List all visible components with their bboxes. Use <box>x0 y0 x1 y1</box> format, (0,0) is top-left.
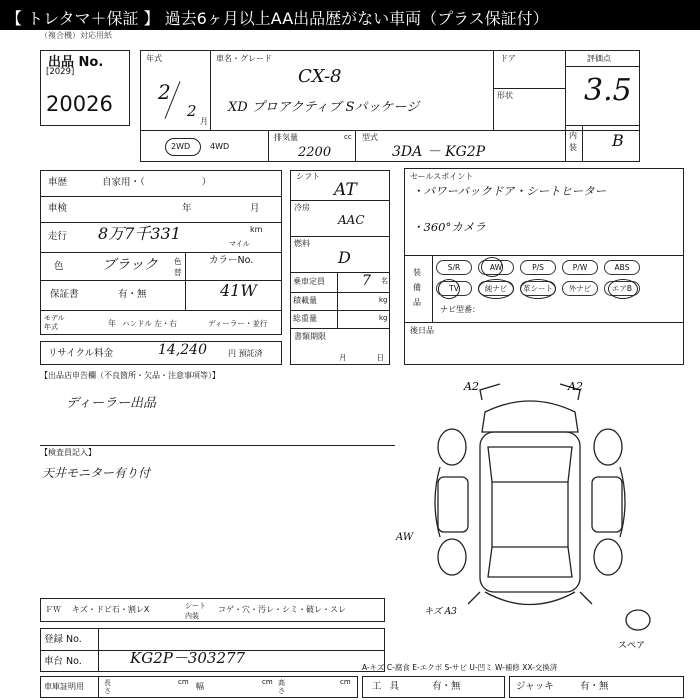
gross-unit: kg <box>379 314 388 322</box>
load-label: 積載量 <box>293 296 317 305</box>
sales-point-2: ・360°カメラ <box>412 220 486 234</box>
capacity-label: 乗車定員 <box>293 277 325 286</box>
spare-label: スペア <box>618 641 646 651</box>
navi-mark-circle <box>478 279 514 299</box>
year-value: 2 <box>158 80 171 104</box>
displacement-label: 排気量 <box>274 133 298 142</box>
shift-value: AT <box>334 180 357 200</box>
model-year-handle: ハンドル 左・右 <box>122 319 177 328</box>
diagram-mark-aw: AW <box>396 532 414 543</box>
seller-report-label: 【出品店申告欄（不良箇所・欠品・注意事項等）】 <box>40 371 220 380</box>
aw-mark-circle <box>481 257 503 277</box>
model-year-year: 年 <box>108 319 116 328</box>
banner-title: 【 トレタマ＋保証 】 過去6ヶ月以上AA出品歴がない車両（プラス保証付） <box>6 9 549 28</box>
car-label: 車名・グレード <box>216 54 272 63</box>
shape-label: 形状 <box>497 91 513 100</box>
cert-label: 車庫証明用 <box>44 682 84 691</box>
fuel-label: 燃料 <box>294 239 310 248</box>
interior-label: 内装 <box>569 131 577 152</box>
equip-pw: P/W <box>562 260 598 275</box>
month-unit: 月 <box>200 117 208 126</box>
jack-value: 有・無 <box>580 681 609 692</box>
color-code-label: カラーNo. <box>209 255 254 266</box>
car-damage-diagram <box>396 372 690 652</box>
cert-height: 高さ <box>278 679 285 695</box>
warranty-value: 有・無 <box>118 289 147 300</box>
gross-label: 総重量 <box>293 314 317 323</box>
score-label: 評価点 <box>587 54 611 63</box>
equip-ps: P/S <box>520 260 556 275</box>
fuel-value: D <box>338 248 351 267</box>
color-code-value: 41W <box>220 281 257 300</box>
equip-leather-seat: 革シート <box>520 281 556 296</box>
mileage-value: 8万7千331 <box>98 224 181 243</box>
recycle-label: リサイクル料金 <box>48 348 114 359</box>
navi-model-label: ナビ型番： <box>440 305 480 314</box>
mileage-unit-km: km <box>250 225 263 234</box>
tools-label: 工具 <box>372 681 408 692</box>
equip-airbag: エアB <box>604 281 640 296</box>
inspection-month: 月 <box>250 203 260 214</box>
chassis-label: 車台 No. <box>44 656 82 667</box>
registration-label: 登録 No. <box>44 634 82 645</box>
interior-value: B <box>612 131 624 150</box>
diagram-mark-a2-left: A2 <box>464 380 479 393</box>
displacement-unit: cc <box>344 133 352 141</box>
equip-abs: ABS <box>604 260 640 275</box>
car-name: CX-8 <box>298 66 342 87</box>
color-value: ブラック <box>102 257 158 273</box>
damage-defects: コゲ・穴・汚レ・シミ・破レ・スレ <box>218 605 346 614</box>
listing-code: [2029] <box>46 67 75 77</box>
equipment-label: 装備品 <box>413 268 421 307</box>
seat-interior-label: シート内装 <box>185 602 206 620</box>
jack-label: ジャッキ <box>516 681 554 692</box>
cert-cm-2: cm <box>262 678 273 686</box>
inspector-note: 天井モニター有り付 <box>42 466 151 480</box>
seller-report-note: ディーラー出品 <box>66 396 156 411</box>
equip-aw: AW <box>478 260 514 275</box>
legend-codes: A-キズ C-腐食 E-エクボ S-サビ U-凹ミ W-補修 XX-交換済 <box>362 663 558 672</box>
listing-number: 20026 <box>46 92 113 116</box>
cert-length: 長さ <box>104 679 111 695</box>
recycle-value: 14,240 <box>158 342 207 358</box>
inspection-year: 年 <box>182 203 192 214</box>
cert-width: 幅 <box>196 682 204 691</box>
equip-sr: S/R <box>436 260 472 275</box>
history-value: 自家用・（ ） <box>102 177 212 188</box>
mileage-label: 走行 <box>48 231 68 242</box>
doc-deadline-unit: 月日 <box>339 353 414 362</box>
color-label: 色 <box>54 261 64 272</box>
equip-tv: TV <box>436 281 472 296</box>
sales-point-1: ・パワーバックドア・シートヒーター <box>412 184 607 198</box>
score-value: 3.5 <box>584 73 632 108</box>
drive-4wd: 4WD <box>210 142 230 151</box>
inspector-label: 【検査員記入】 <box>40 448 96 457</box>
tv-mark-circle <box>438 279 460 299</box>
ac-value: AAC <box>338 213 365 227</box>
door-label: ドア <box>500 54 516 63</box>
diagram-mark-a2-right: A2 <box>568 380 583 393</box>
history-label: 車歴 <box>48 177 68 188</box>
model-year-label: モデル年式 <box>44 314 65 331</box>
capacity-value: 7 <box>362 273 371 289</box>
cert-cm-1: cm <box>178 678 189 686</box>
damage-legend: キズ・ドビ石・割レX <box>72 605 150 614</box>
model-year-dealer: ディーラー・並行 <box>208 319 268 328</box>
model-label: 型式 <box>362 133 378 142</box>
load-unit: kg <box>379 296 388 304</box>
color-change-label: 色替 <box>174 257 182 277</box>
tools-value: 有・無 <box>432 681 461 692</box>
equip-aftermarket-navi: 外ナビ <box>562 281 598 296</box>
sales-points-label: セールスポイント <box>410 172 474 181</box>
cert-cm-3: cm <box>340 678 351 686</box>
month-value: 2 <box>187 102 197 120</box>
damage-fw: ＦＷ <box>45 605 61 614</box>
later-date-label: 後日品 <box>410 326 434 335</box>
capacity-unit: 名 <box>381 277 388 285</box>
warranty-label: 保証書 <box>50 289 79 300</box>
chassis-value: KG2P－303277 <box>130 649 246 667</box>
airbag-mark-circle <box>608 279 638 299</box>
ac-label: 冷房 <box>294 203 310 212</box>
model-value: 3DA － KG2P <box>392 144 486 160</box>
inspection-label: 車検 <box>48 203 68 214</box>
year-label: 年式 <box>146 54 162 63</box>
listing-label: 出品 No. <box>48 55 104 70</box>
diagram-mark-scratch-a3: キズ A3 <box>424 607 457 617</box>
shift-label: シフト <box>296 172 320 181</box>
car-grade: XD プロアクティブ Sパッケージ <box>228 100 420 115</box>
doc-deadline-label: 書類期限 <box>294 332 326 341</box>
recycle-unit: 円 預託済 <box>228 349 263 358</box>
equip-genuine-navi: 純ナビ <box>478 281 514 296</box>
leather-mark-circle <box>520 279 556 299</box>
form-type-label: （複合機）対応用紙 <box>40 31 112 40</box>
displacement-value: 2200 <box>298 145 332 160</box>
drive-2wd: 2WD <box>171 142 191 151</box>
mileage-unit-mile: マイル <box>229 240 250 248</box>
